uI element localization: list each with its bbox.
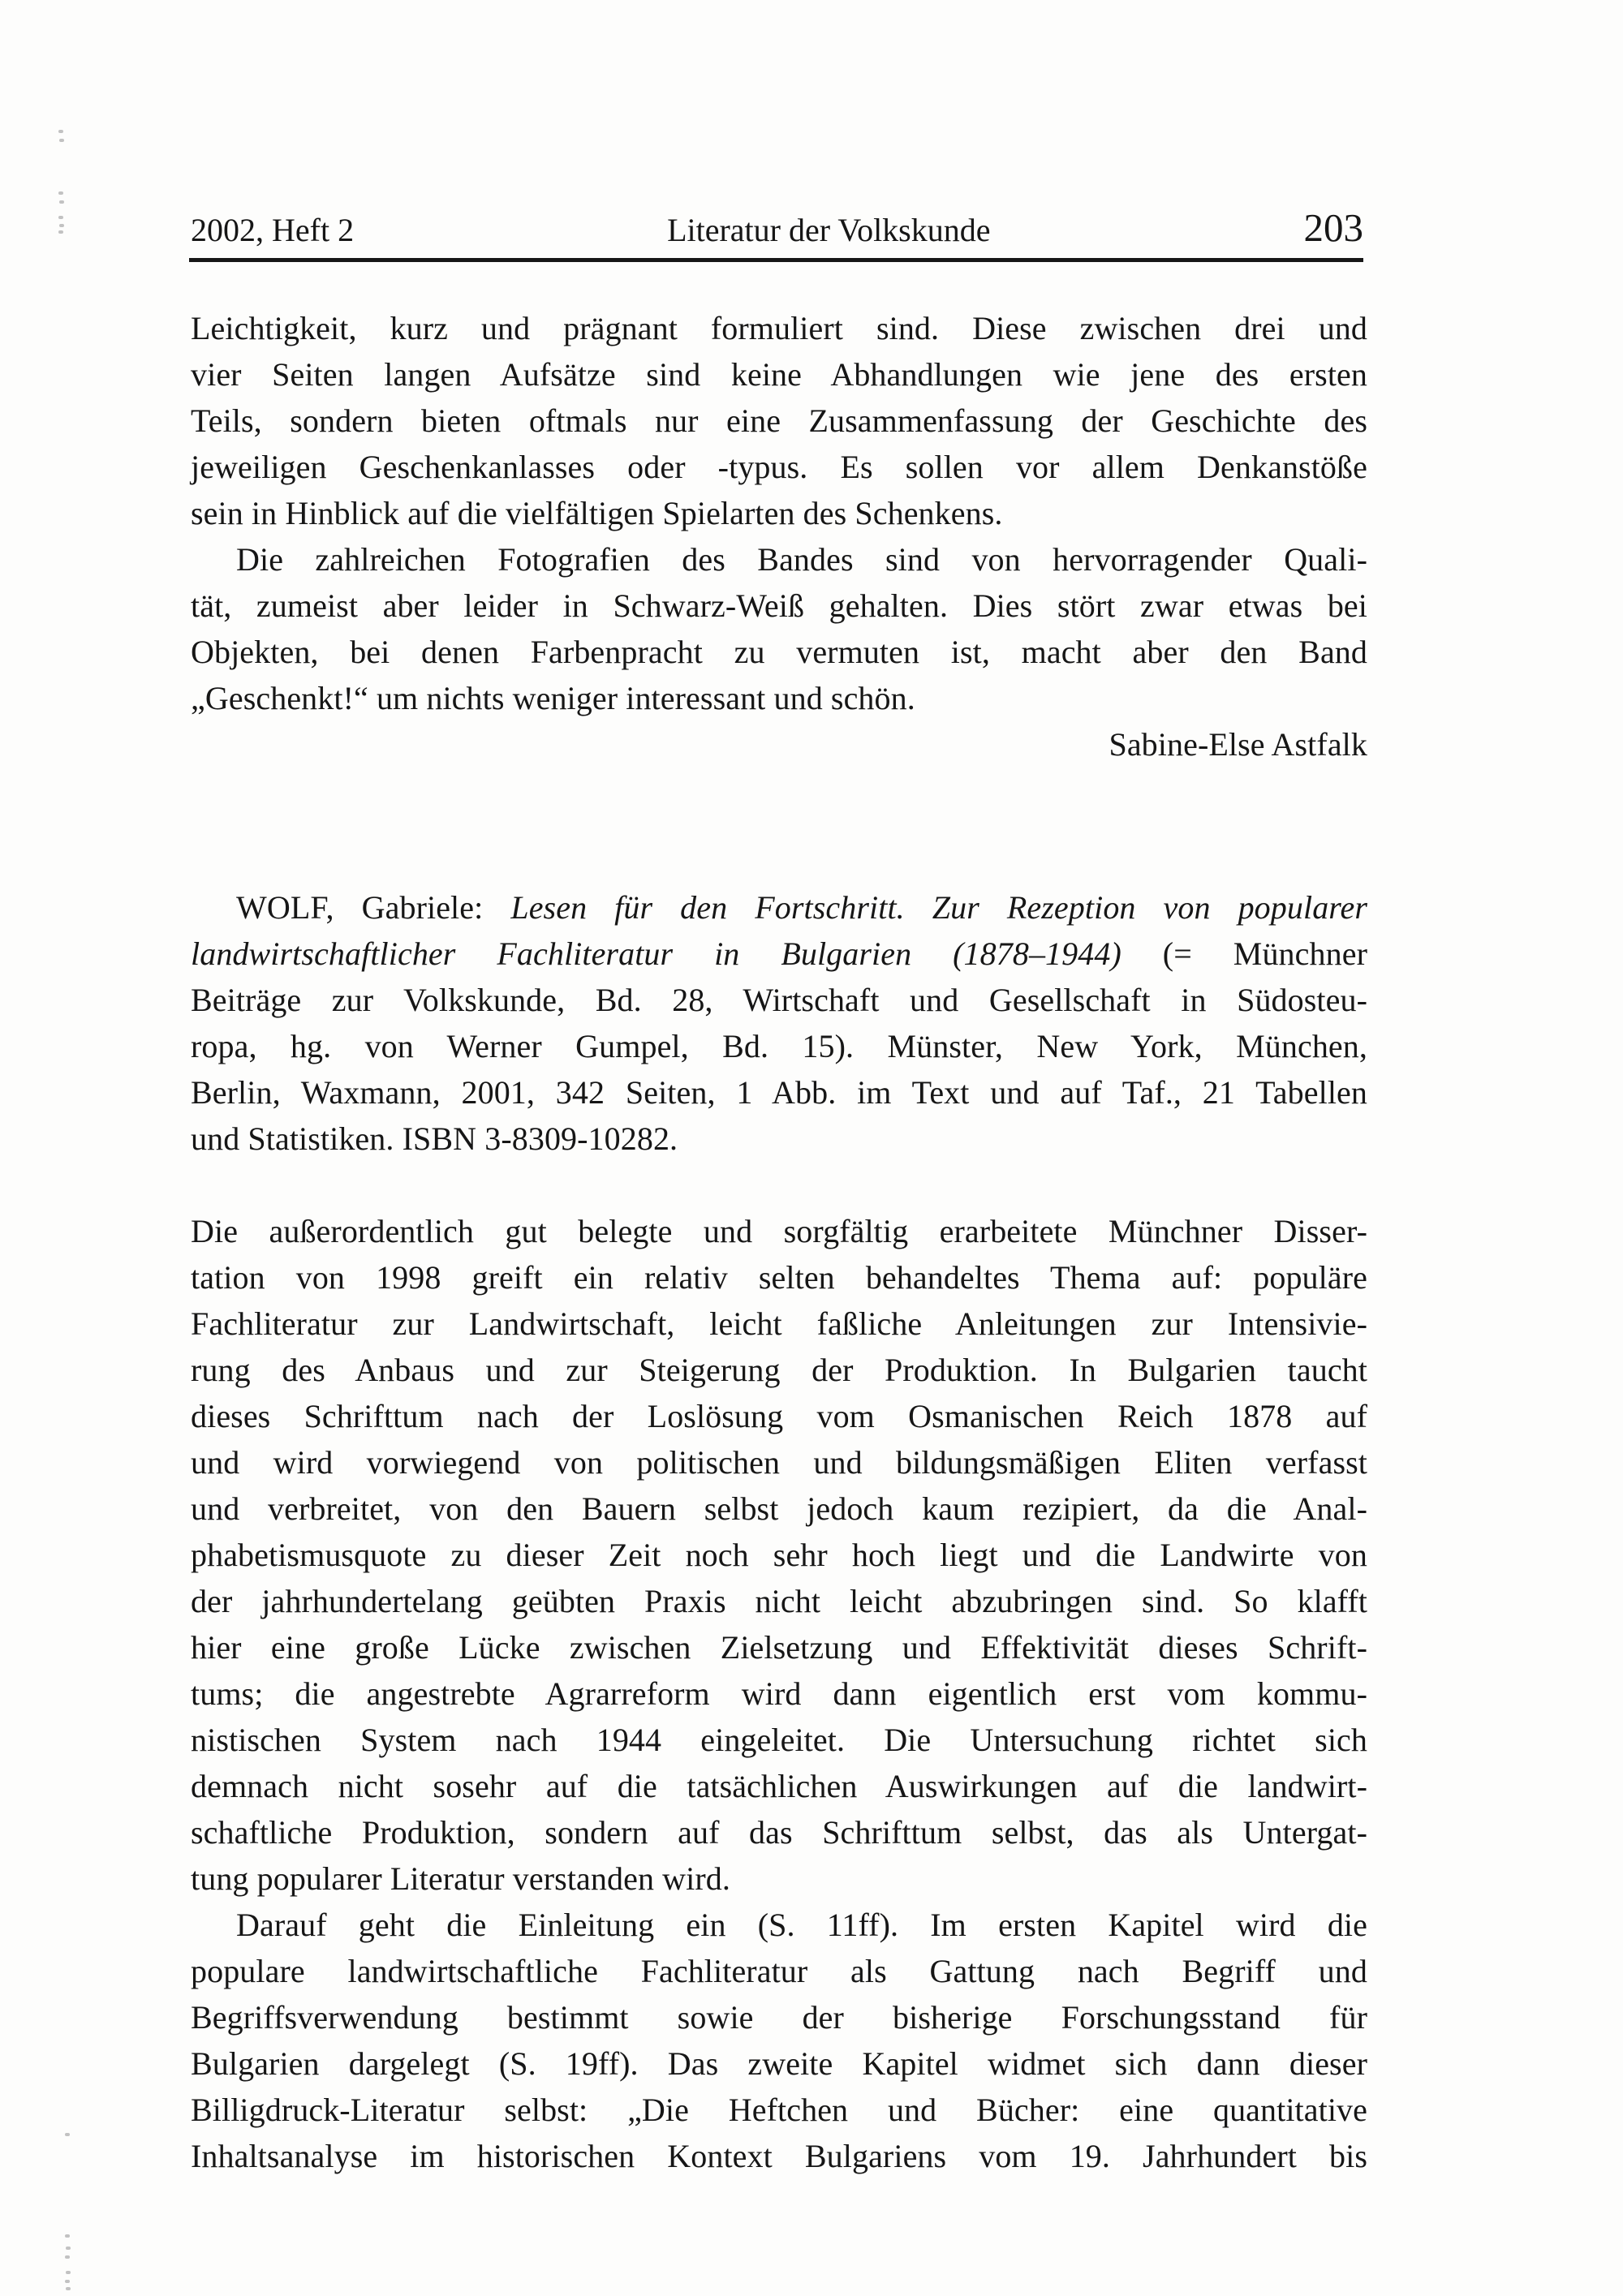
scan-speck: [65, 2234, 70, 2238]
text-line: [191, 675, 1367, 721]
text-line: [191, 1670, 1367, 1717]
text-line: [191, 351, 1367, 398]
text-segment: rung des Anbaus und zur Steigerung der Produktion. In Bulgarien taucht: [191, 1352, 1367, 1388]
text-segment: sein in Hinblick auf die vielfältigen Spielarten des Schenkens.: [191, 495, 1003, 531]
text-segment: Die zahlreichen Fotografien des Bandes sind von hervorragender Quali-: [236, 541, 1367, 578]
scan-speck: [65, 2133, 70, 2136]
paragraph-4: [191, 1902, 1367, 2179]
text-line: [191, 490, 1367, 536]
italic-text: landwirtschaftlicher Fachliteratur in Bulgarien (1878–1944): [191, 935, 1121, 972]
text-segment: ropa, hg. von Werner Gumpel, Bd. 15). Münster, New York, München,: [191, 1028, 1367, 1064]
scan-speck: [58, 230, 63, 234]
text-segment: Darauf geht die Einleitung ein (S. 11ff). Im ersten Kapitel wird die: [236, 1907, 1367, 1943]
text-segment: der jahrhundertelang geübten Praxis nicht leicht abzubringen sind. So klafft: [191, 1583, 1367, 1619]
paragraph-2: [191, 536, 1367, 721]
text-segment: und wird vorwiegend von politischen und bildungsmäßigen Eliten verfasst: [191, 1444, 1367, 1481]
text-line: [191, 1578, 1367, 1624]
text-segment: schaftliche Produktion, sondern auf das Schrifttum selbst, das als Untergat-: [191, 1814, 1367, 1851]
scan-speck: [65, 2280, 70, 2283]
text-segment: Billigdruck-Literatur selbst: „Die Heftchen und Bücher: eine quantitative: [191, 2092, 1367, 2128]
running-header: [191, 205, 1363, 250]
text-line: [191, 721, 1367, 767]
text-line: [191, 1208, 1367, 1254]
scan-speck: [58, 216, 63, 219]
text-line: [191, 1116, 1367, 1162]
text-segment: vier Seiten langen Aufsätze sind keine Abhandlungen wie jene des ersten: [191, 356, 1367, 393]
header-title: Literatur der Volkskunde: [667, 212, 991, 248]
text-segment: tung popularer Literatur verstanden wird.: [191, 1860, 730, 1897]
text-segment: „Geschenkt!“ um nichts weniger interessant und schön.: [191, 680, 915, 716]
text-line: [191, 977, 1367, 1023]
text-segment: Teils, sondern bieten oftmals nur eine Zusammenfassung der Geschichte des: [191, 402, 1367, 439]
text-line: [191, 1347, 1367, 1393]
header-page-number: 203: [1303, 205, 1363, 250]
text-segment: WOLF, Gabriele:: [236, 889, 511, 926]
text-line: [191, 1763, 1367, 1809]
text-line: [191, 1439, 1367, 1486]
scan-speck: [59, 224, 64, 227]
text-segment: Berlin, Waxmann, 2001, 342 Seiten, 1 Abb. im Text und auf Taf., 21 Tabellen: [191, 1074, 1367, 1111]
text-segment: (= Münchner: [1121, 935, 1367, 972]
text-segment: Objekten, bei denen Farbenpracht zu vermuten ist, macht aber den Band: [191, 634, 1367, 670]
text-segment: demnach nicht sosehr auf die tatsächlichen Auswirkungen auf die landwirt-: [191, 1768, 1367, 1804]
text-line: [191, 1717, 1367, 1763]
text-line: [191, 1624, 1367, 1670]
text-line: [191, 583, 1367, 629]
scan-speck: [59, 139, 64, 142]
text-segment: Bulgarien dargelegt (S. 19ff). Das zweite Kapitel widmet sich dann dieser: [191, 2045, 1367, 2082]
text-segment: und verbreitet, von den Bauern selbst jedoch kaum rezipiert, da die Anal-: [191, 1490, 1367, 1527]
text-segment: Fachliteratur zur Landwirtschaft, leicht faßliche Anleitungen zur Intensivie-: [191, 1305, 1367, 1342]
text-line: [191, 536, 1367, 583]
text-line: [191, 398, 1367, 444]
text-segment: Inhaltsanalyse im historischen Kontext Bulgariens vom 19. Jahrhundert bis: [191, 2138, 1367, 2174]
text-segment: phabetismusquote zu dieser Zeit noch sehr hoch liegt und die Landwirte von: [191, 1537, 1367, 1573]
text-line: [191, 305, 1367, 351]
text-segment: tät, zumeist aber leider in Schwarz-Weiß gehalten. Dies stört zwar etwas bei: [191, 587, 1367, 624]
text-line: [191, 1855, 1367, 1902]
text-line: [191, 1069, 1367, 1116]
text-segment: Sabine-Else Astfalk: [1109, 726, 1367, 763]
text-line: [191, 2087, 1367, 2133]
text-segment: nistischen System nach 1944 eingeleitet. Die Untersuchung richtet sich: [191, 1722, 1367, 1758]
text-body: [191, 305, 1367, 2179]
signature: [191, 721, 1367, 767]
text-segment: dieses Schrifttum nach der Loslösung vom Osmanischen Reich 1878 auf: [191, 1398, 1367, 1434]
text-segment: und Statistiken. ISBN 3-8309-10282.: [191, 1120, 678, 1157]
text-line: [191, 1809, 1367, 1855]
citation: [191, 884, 1367, 1162]
text-segment: Beiträge zur Volkskunde, Bd. 28, Wirtschaft und Gesellschaft in Südosteu-: [191, 982, 1367, 1018]
header-issue: 2002, Heft 2: [191, 212, 355, 248]
text-line: [191, 1532, 1367, 1578]
text-line: [191, 629, 1367, 675]
text-line: [191, 1486, 1367, 1532]
text-line: [191, 444, 1367, 490]
text-line: [191, 931, 1367, 977]
scan-speck: [58, 191, 63, 195]
text-segment: jeweiligen Geschenkanlasses oder -typus. Es sollen vor allem Denkanstöße: [191, 449, 1367, 485]
scan-speck: [59, 200, 64, 204]
text-line: [191, 1023, 1367, 1069]
scan-speck: [65, 2255, 70, 2259]
text-segment: populare landwirtschaftliche Fachliteratur als Gattung nach Begriff und: [191, 1953, 1367, 1989]
paragraph-1: [191, 305, 1367, 536]
text-line: [191, 884, 1367, 931]
text-segment: hier eine große Lücke zwischen Zielsetzung und Effektivität dieses Schrift-: [191, 1629, 1367, 1666]
text-line: [191, 1948, 1367, 1994]
text-segment: Begriffsverwendung bestimmt sowie der bisherige Forschungsstand für: [191, 1999, 1367, 2036]
text-segment: tums; die angestrebte Agrarreform wird dann eigentlich erst vom kommu-: [191, 1675, 1367, 1712]
scan-speck: [66, 2271, 71, 2274]
text-segment: Leichtigkeit, kurz und prägnant formuliert sind. Diese zwischen drei und: [191, 310, 1367, 346]
scan-speck: [58, 130, 63, 133]
text-line: [191, 2040, 1367, 2087]
text-line: [191, 1393, 1367, 1439]
italic-text: Lesen für den Fortschritt. Zur Rezeption von popularer: [510, 889, 1367, 926]
text-line: [191, 1902, 1367, 1948]
scan-speck: [66, 2287, 71, 2290]
text-line: [191, 2133, 1367, 2179]
text-segment: tation von 1998 greift ein relativ selten behandeltes Thema auf: populäre: [191, 1259, 1367, 1296]
text-segment: Die außerordentlich gut belegte und sorgfältig erarbeitete Münchner Disser-: [191, 1213, 1367, 1249]
text-line: [191, 1301, 1367, 1347]
paragraph-3: [191, 1208, 1367, 1902]
header-rule: [189, 258, 1363, 262]
scan-speck: [66, 2247, 71, 2250]
text-line: [191, 1994, 1367, 2040]
text-line: [191, 1254, 1367, 1301]
